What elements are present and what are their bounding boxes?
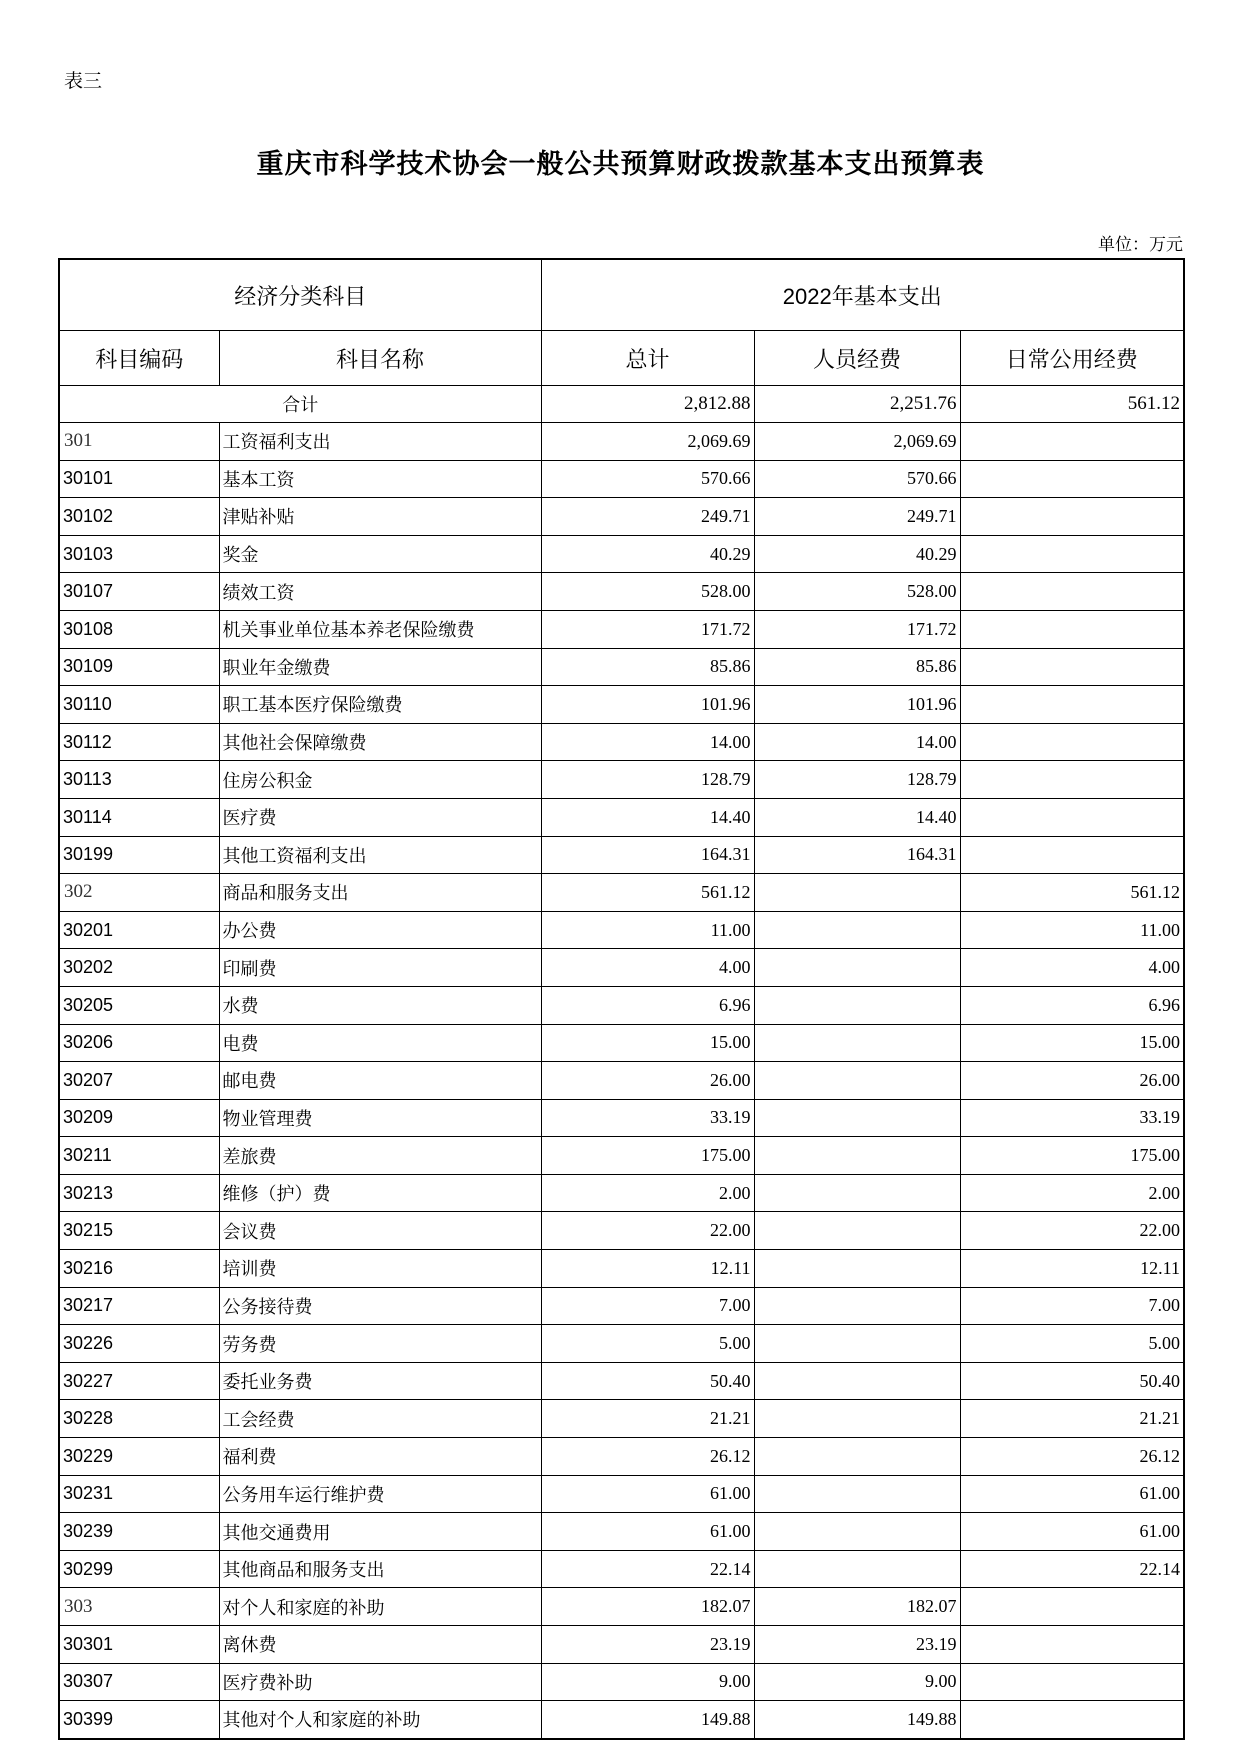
row-code: 30109 [59, 648, 219, 686]
row-name: 公务用车运行维护费 [219, 1475, 541, 1513]
total-row-total: 2,812.88 [541, 386, 754, 423]
table-row [59, 1588, 1184, 1626]
row-name: 公务接待费 [219, 1287, 541, 1325]
row-total: 249.71 [541, 498, 754, 536]
row-personnel: 149.88 [754, 1701, 960, 1739]
row-total: 14.00 [541, 723, 754, 761]
row-name: 工会经费 [219, 1400, 541, 1438]
table-row [59, 1362, 1184, 1400]
row-name: 印刷费 [219, 949, 541, 987]
row-public: 6.96 [960, 986, 1184, 1024]
row-code: 30301 [59, 1626, 219, 1664]
row-public [960, 761, 1184, 799]
row-public: 175.00 [960, 1137, 1184, 1175]
row-personnel [754, 1438, 960, 1476]
total-row-public: 561.12 [960, 386, 1184, 423]
row-code: 30103 [59, 535, 219, 573]
header-total: 总计 [541, 331, 754, 386]
row-total: 26.12 [541, 1438, 754, 1476]
table-row [59, 1438, 1184, 1476]
table-row [59, 573, 1184, 611]
row-total: 12.11 [541, 1250, 754, 1288]
row-code: 30207 [59, 1062, 219, 1100]
row-public: 22.14 [960, 1550, 1184, 1588]
unit-label: 单位：万元 [1098, 235, 1183, 255]
row-name: 其他商品和服务支出 [219, 1550, 541, 1588]
row-name: 物业管理费 [219, 1099, 541, 1137]
row-personnel [754, 1325, 960, 1363]
row-name: 其他社会保障缴费 [219, 723, 541, 761]
row-code: 30110 [59, 686, 219, 724]
row-total: 11.00 [541, 911, 754, 949]
header-personnel-expense: 人员经费 [754, 331, 960, 386]
row-name: 其他工资福利支出 [219, 836, 541, 874]
row-personnel: 14.40 [754, 798, 960, 836]
row-public [960, 1663, 1184, 1701]
row-personnel: 570.66 [754, 460, 960, 498]
row-personnel: 101.96 [754, 686, 960, 724]
row-name: 离休费 [219, 1626, 541, 1664]
row-total: 6.96 [541, 986, 754, 1024]
row-code: 30226 [59, 1325, 219, 1363]
row-personnel: 40.29 [754, 535, 960, 573]
row-name: 福利费 [219, 1438, 541, 1476]
row-code: 30114 [59, 798, 219, 836]
row-name: 住房公积金 [219, 761, 541, 799]
row-public: 26.12 [960, 1438, 1184, 1476]
row-code: 30112 [59, 723, 219, 761]
row-public: 2.00 [960, 1174, 1184, 1212]
row-name: 水费 [219, 986, 541, 1024]
row-total: 2,069.69 [541, 423, 754, 461]
row-public: 21.21 [960, 1400, 1184, 1438]
row-personnel: 249.71 [754, 498, 960, 536]
row-total: 26.00 [541, 1062, 754, 1100]
row-total: 175.00 [541, 1137, 754, 1175]
row-name: 对个人和家庭的补助 [219, 1588, 541, 1626]
header-subject-name: 科目名称 [219, 331, 541, 386]
row-name: 职工基本医疗保险缴费 [219, 686, 541, 724]
row-total: 164.31 [541, 836, 754, 874]
row-personnel [754, 1174, 960, 1212]
table-row [59, 1099, 1184, 1137]
table-row [59, 423, 1184, 461]
row-name: 工资福利支出 [219, 423, 541, 461]
table-number-label: 表三 [64, 70, 103, 92]
row-name: 委托业务费 [219, 1362, 541, 1400]
row-code: 30229 [59, 1438, 219, 1476]
row-code: 30108 [59, 610, 219, 648]
row-personnel: 9.00 [754, 1663, 960, 1701]
row-public [960, 836, 1184, 874]
table-row [59, 1174, 1184, 1212]
table-row [59, 1212, 1184, 1250]
row-name: 培训费 [219, 1250, 541, 1288]
row-code: 30211 [59, 1137, 219, 1175]
row-name: 维修（护）费 [219, 1174, 541, 1212]
table-row [59, 648, 1184, 686]
row-public [960, 798, 1184, 836]
table-row [59, 1024, 1184, 1062]
table-row [59, 1287, 1184, 1325]
header-subject-code: 科目编码 [59, 331, 219, 386]
table-row [59, 1475, 1184, 1513]
table-row [59, 1663, 1184, 1701]
row-name: 基本工资 [219, 460, 541, 498]
row-total: 182.07 [541, 1588, 754, 1626]
row-personnel [754, 1099, 960, 1137]
row-personnel: 2,069.69 [754, 423, 960, 461]
row-public [960, 498, 1184, 536]
row-public: 11.00 [960, 911, 1184, 949]
row-code: 30299 [59, 1550, 219, 1588]
row-personnel [754, 986, 960, 1024]
row-total: 5.00 [541, 1325, 754, 1363]
row-personnel [754, 1212, 960, 1250]
row-personnel [754, 1362, 960, 1400]
row-total: 85.86 [541, 648, 754, 686]
row-public: 4.00 [960, 949, 1184, 987]
row-public [960, 686, 1184, 724]
row-total: 22.14 [541, 1550, 754, 1588]
row-total: 101.96 [541, 686, 754, 724]
row-name: 绩效工资 [219, 573, 541, 611]
row-public: 33.19 [960, 1099, 1184, 1137]
row-name: 其他对个人和家庭的补助 [219, 1701, 541, 1739]
row-name: 奖金 [219, 535, 541, 573]
row-personnel: 14.00 [754, 723, 960, 761]
table-row [59, 986, 1184, 1024]
table-row [59, 761, 1184, 799]
row-code: 30227 [59, 1362, 219, 1400]
page-title: 重庆市科学技术协会一般公共预算财政拨款基本支出预算表 [256, 149, 985, 180]
row-public [960, 1626, 1184, 1664]
row-public: 61.00 [960, 1475, 1184, 1513]
row-personnel [754, 1137, 960, 1175]
row-name: 津贴补贴 [219, 498, 541, 536]
header-public-expense: 日常公用经费 [960, 331, 1184, 386]
row-total: 128.79 [541, 761, 754, 799]
row-personnel [754, 911, 960, 949]
row-name: 机关事业单位基本养老保险缴费 [219, 610, 541, 648]
row-public: 50.40 [960, 1362, 1184, 1400]
row-code: 30239 [59, 1513, 219, 1551]
row-total: 4.00 [541, 949, 754, 987]
total-row-label: 合计 [59, 386, 541, 423]
table-row [59, 1400, 1184, 1438]
row-public: 22.00 [960, 1212, 1184, 1250]
row-personnel: 128.79 [754, 761, 960, 799]
row-total: 2.00 [541, 1174, 754, 1212]
table-row [59, 1701, 1184, 1739]
row-name: 电费 [219, 1024, 541, 1062]
table-row [59, 1325, 1184, 1363]
row-public [960, 610, 1184, 648]
row-total: 61.00 [541, 1513, 754, 1551]
table-row [59, 836, 1184, 874]
row-code: 30201 [59, 911, 219, 949]
row-code: 30102 [59, 498, 219, 536]
row-total: 149.88 [541, 1701, 754, 1739]
budget-table [58, 258, 1185, 1740]
row-code: 30217 [59, 1287, 219, 1325]
table-row [59, 1137, 1184, 1175]
table-row [59, 798, 1184, 836]
row-public [960, 1701, 1184, 1739]
row-name: 其他交通费用 [219, 1513, 541, 1551]
row-total: 21.21 [541, 1400, 754, 1438]
header-basic-expenditure: 2022年基本支出 [541, 259, 1184, 331]
row-personnel [754, 1513, 960, 1551]
total-row [59, 386, 1184, 423]
row-name: 差旅费 [219, 1137, 541, 1175]
row-public [960, 423, 1184, 461]
row-personnel [754, 1250, 960, 1288]
row-total: 528.00 [541, 573, 754, 611]
row-code: 30205 [59, 986, 219, 1024]
row-name: 邮电费 [219, 1062, 541, 1100]
row-public: 7.00 [960, 1287, 1184, 1325]
row-code: 30113 [59, 761, 219, 799]
row-total: 23.19 [541, 1626, 754, 1664]
row-code: 30215 [59, 1212, 219, 1250]
table-row [59, 1513, 1184, 1551]
header-economic-classification: 经济分类科目 [59, 259, 541, 331]
row-public [960, 460, 1184, 498]
row-personnel [754, 1475, 960, 1513]
row-public [960, 648, 1184, 686]
row-public: 5.00 [960, 1325, 1184, 1363]
row-code: 30228 [59, 1400, 219, 1438]
row-code: 30101 [59, 460, 219, 498]
row-name: 职业年金缴费 [219, 648, 541, 686]
row-public [960, 723, 1184, 761]
row-code: 30202 [59, 949, 219, 987]
row-code: 30107 [59, 573, 219, 611]
table-row [59, 535, 1184, 573]
row-code: 303 [59, 1588, 219, 1626]
row-personnel [754, 874, 960, 912]
row-name: 医疗费补助 [219, 1663, 541, 1701]
row-code: 30199 [59, 836, 219, 874]
table-row [59, 686, 1184, 724]
row-code: 30307 [59, 1663, 219, 1701]
row-public: 12.11 [960, 1250, 1184, 1288]
row-code: 30206 [59, 1024, 219, 1062]
row-personnel [754, 1400, 960, 1438]
row-personnel: 23.19 [754, 1626, 960, 1664]
row-total: 33.19 [541, 1099, 754, 1137]
table-row [59, 874, 1184, 912]
table-row [59, 949, 1184, 987]
row-total: 22.00 [541, 1212, 754, 1250]
table-row [59, 498, 1184, 536]
row-name: 办公费 [219, 911, 541, 949]
row-personnel [754, 1550, 960, 1588]
table-row [59, 1550, 1184, 1588]
row-personnel: 182.07 [754, 1588, 960, 1626]
row-public [960, 573, 1184, 611]
row-total: 50.40 [541, 1362, 754, 1400]
table-row [59, 723, 1184, 761]
row-personnel: 164.31 [754, 836, 960, 874]
row-total: 7.00 [541, 1287, 754, 1325]
total-row-personnel: 2,251.76 [754, 386, 960, 423]
row-personnel: 85.86 [754, 648, 960, 686]
row-personnel: 528.00 [754, 573, 960, 611]
row-personnel [754, 949, 960, 987]
row-total: 40.29 [541, 535, 754, 573]
row-code: 30213 [59, 1174, 219, 1212]
row-name: 商品和服务支出 [219, 874, 541, 912]
row-name: 劳务费 [219, 1325, 541, 1363]
row-personnel: 171.72 [754, 610, 960, 648]
table-row [59, 1062, 1184, 1100]
row-total: 14.40 [541, 798, 754, 836]
row-name: 会议费 [219, 1212, 541, 1250]
header-row-group [59, 259, 1184, 331]
row-code: 30216 [59, 1250, 219, 1288]
row-personnel [754, 1287, 960, 1325]
row-name: 医疗费 [219, 798, 541, 836]
row-code: 30399 [59, 1701, 219, 1739]
header-row-columns [59, 331, 1184, 386]
row-code: 301 [59, 423, 219, 461]
table-row [59, 610, 1184, 648]
row-public [960, 1588, 1184, 1626]
table-row [59, 460, 1184, 498]
row-code: 30209 [59, 1099, 219, 1137]
row-public: 561.12 [960, 874, 1184, 912]
row-total: 171.72 [541, 610, 754, 648]
row-public [960, 535, 1184, 573]
row-personnel [754, 1024, 960, 1062]
table-row [59, 1250, 1184, 1288]
row-total: 9.00 [541, 1663, 754, 1701]
table-row [59, 911, 1184, 949]
row-total: 15.00 [541, 1024, 754, 1062]
row-total: 61.00 [541, 1475, 754, 1513]
row-public: 26.00 [960, 1062, 1184, 1100]
row-total: 570.66 [541, 460, 754, 498]
table-row [59, 1626, 1184, 1664]
row-personnel [754, 1062, 960, 1100]
row-code: 302 [59, 874, 219, 912]
row-public: 15.00 [960, 1024, 1184, 1062]
row-code: 30231 [59, 1475, 219, 1513]
row-total: 561.12 [541, 874, 754, 912]
row-public: 61.00 [960, 1513, 1184, 1551]
